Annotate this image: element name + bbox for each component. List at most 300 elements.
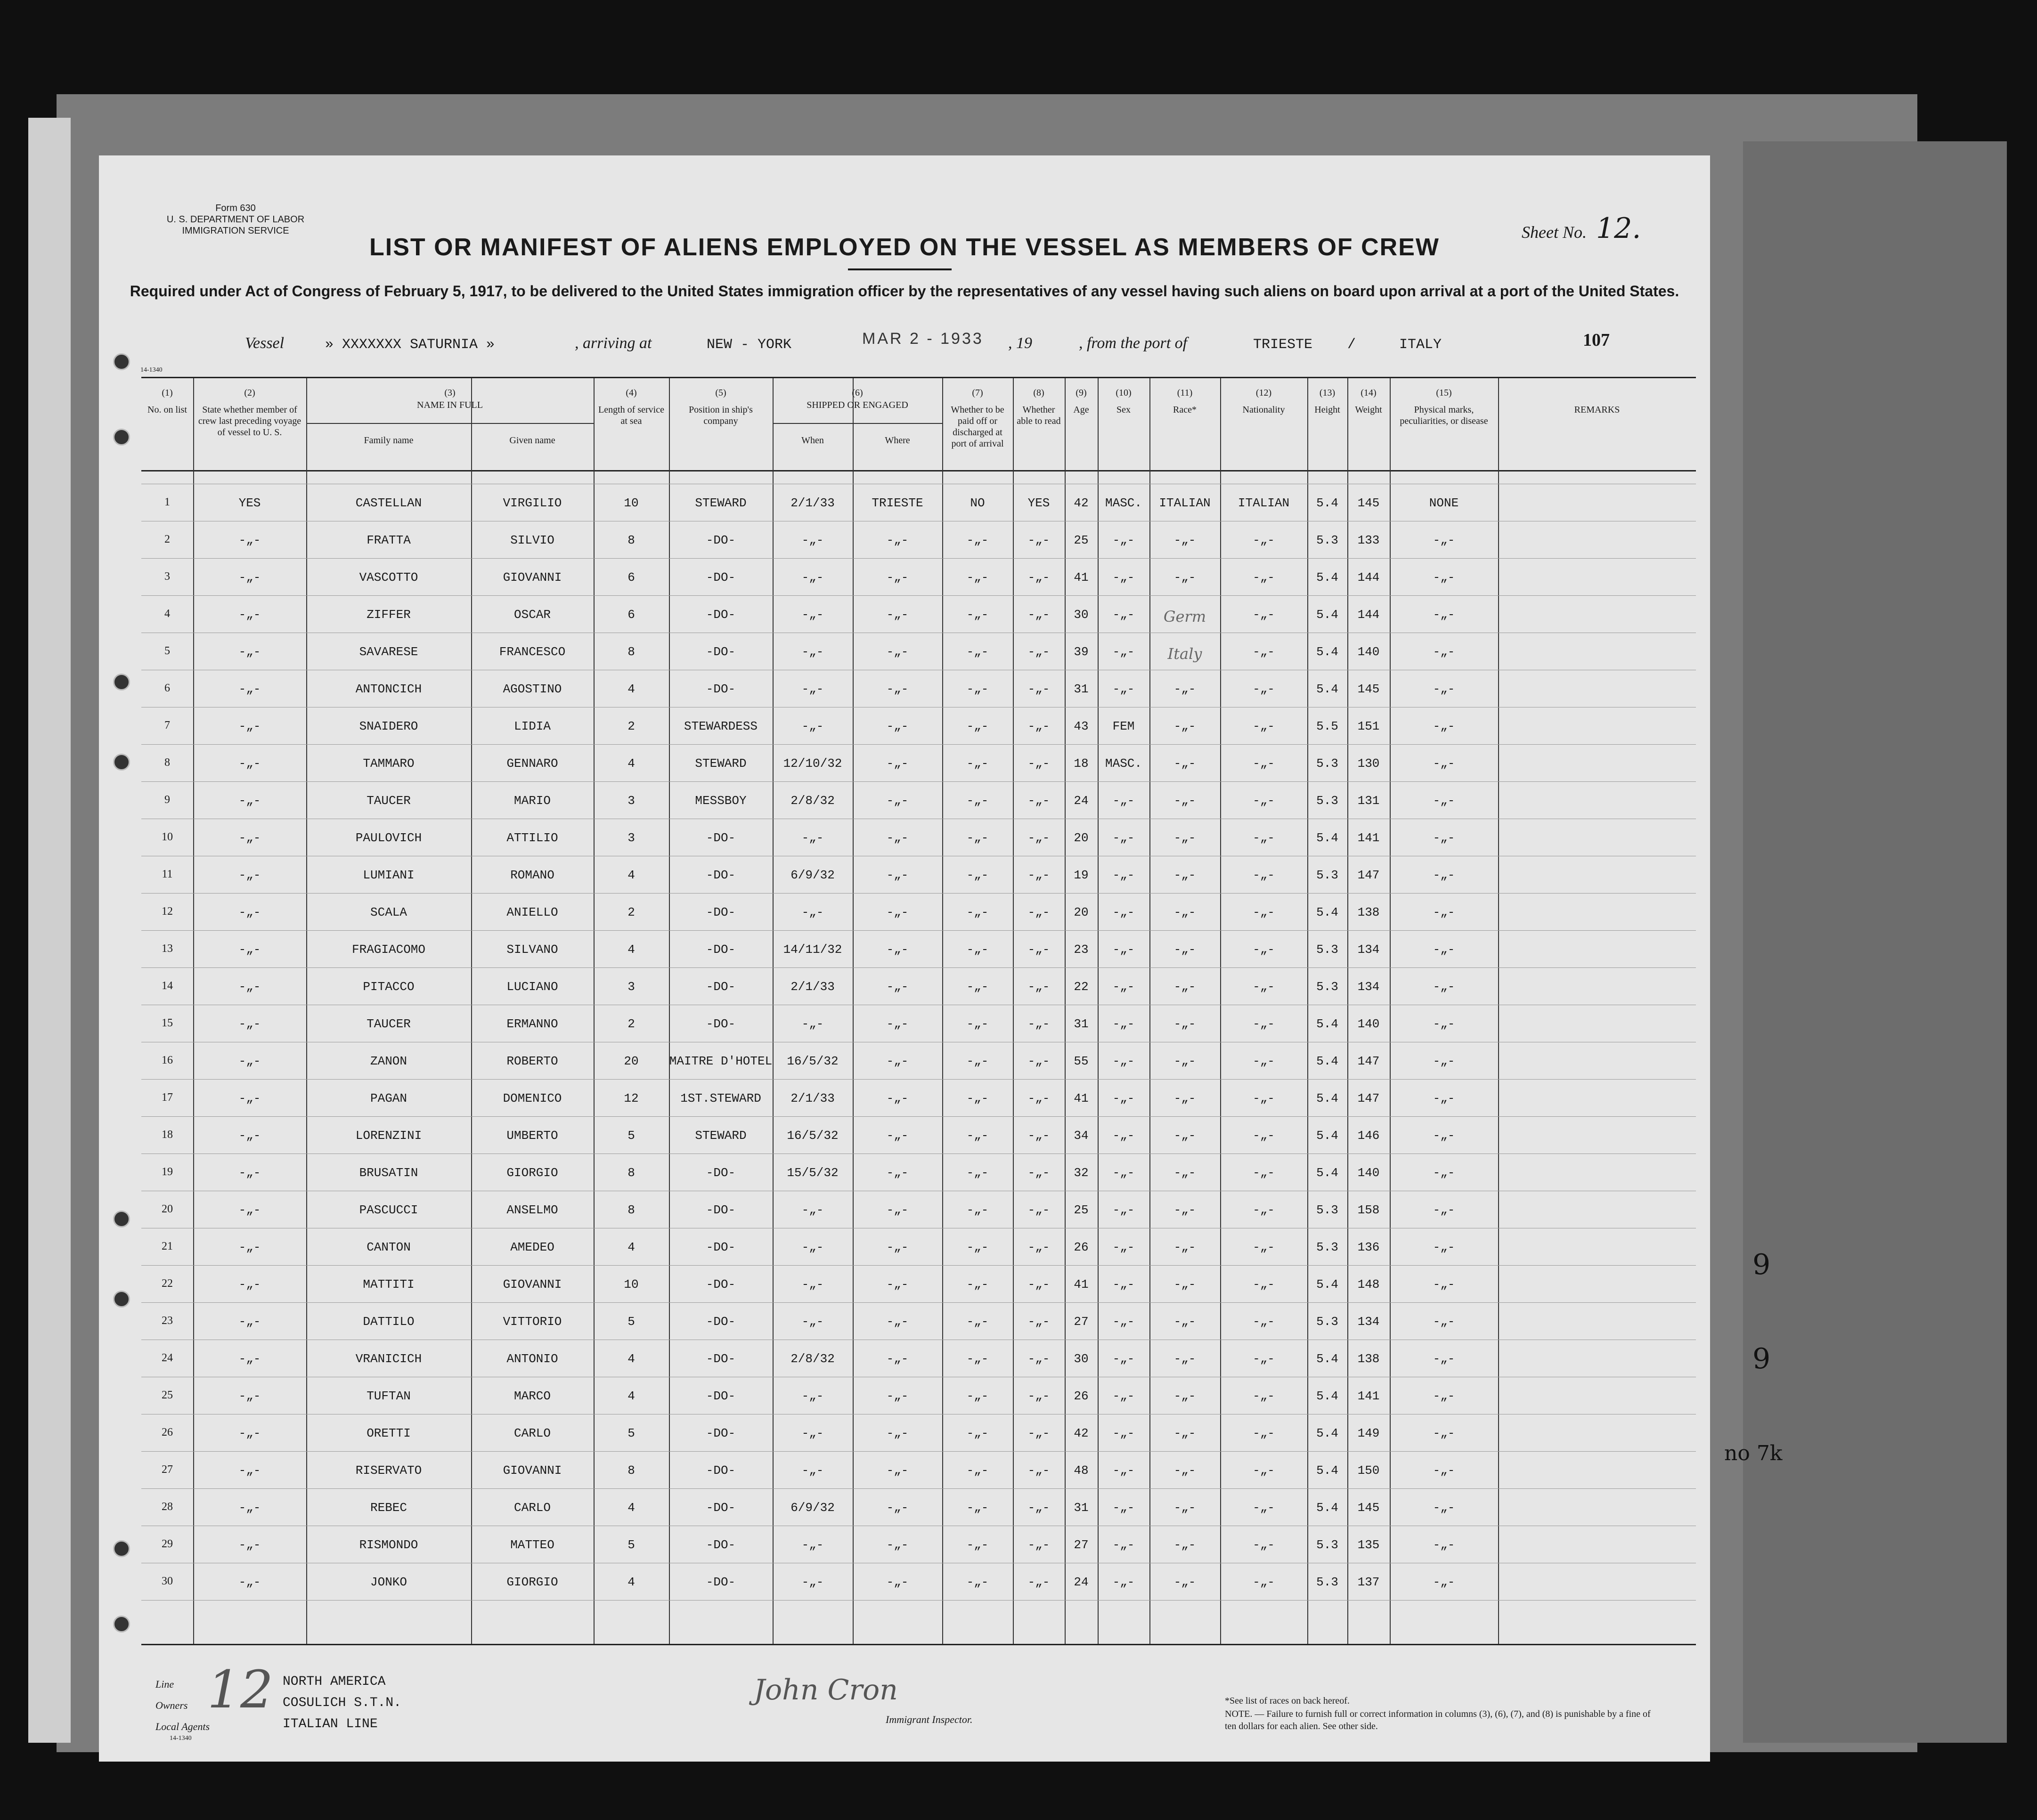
cell-sex: -„- bbox=[1112, 794, 1135, 808]
cell-previous-voyage: -„- bbox=[238, 831, 261, 845]
column-rule bbox=[1498, 378, 1499, 1645]
cell-race: -„- bbox=[1173, 942, 1196, 957]
cell-able-to-read: -„- bbox=[1027, 719, 1050, 733]
cell-row-number: 14 bbox=[162, 980, 173, 992]
vessel-label: Vessel bbox=[245, 334, 285, 352]
cell-height: 5.4 bbox=[1316, 570, 1338, 585]
cell-height: 5.4 bbox=[1316, 1277, 1338, 1292]
cell-height: 5.4 bbox=[1316, 645, 1338, 659]
cell-able-to-read: -„- bbox=[1027, 1129, 1050, 1143]
cell-family-name: CASTELLAN bbox=[355, 496, 422, 510]
cell-race: -„- bbox=[1173, 719, 1196, 733]
column-header: Height bbox=[1314, 405, 1340, 415]
cell-row-number: 27 bbox=[162, 1463, 173, 1476]
cell-position: -DO- bbox=[706, 1538, 736, 1552]
cell-shipped-where: -„- bbox=[886, 868, 909, 882]
title-rule bbox=[848, 268, 952, 270]
cell-sex: -„- bbox=[1112, 1426, 1135, 1440]
cell-given-name: GIOVANNI bbox=[503, 1277, 562, 1292]
cell-sex: MASC. bbox=[1105, 496, 1142, 510]
cell-shipped-when: -„- bbox=[801, 1315, 824, 1329]
cell-shipped-when: -„- bbox=[801, 1538, 824, 1552]
cell-shipped-when: -„- bbox=[801, 1240, 824, 1254]
row-rule bbox=[141, 1265, 1696, 1266]
cell-physical-marks: -„- bbox=[1433, 1315, 1455, 1329]
cell-row-number: 28 bbox=[162, 1501, 173, 1513]
cell-previous-voyage: -„- bbox=[238, 1538, 261, 1552]
cell-position: -DO- bbox=[706, 1166, 736, 1180]
vessel-name: » XXXXXXX SATURNIA » bbox=[325, 337, 495, 353]
cell-service-length: 4 bbox=[627, 1389, 635, 1403]
cell-age: 34 bbox=[1074, 1129, 1089, 1143]
cell-sex: MASC. bbox=[1105, 756, 1142, 771]
cell-row-number: 22 bbox=[162, 1277, 173, 1290]
cell-age: 19 bbox=[1074, 868, 1089, 882]
cell-nationality: -„- bbox=[1253, 1054, 1275, 1068]
from-label: , from the port of bbox=[1079, 334, 1188, 352]
cell-shipped-when: -„- bbox=[801, 533, 824, 547]
cell-race: ITALIAN bbox=[1159, 496, 1211, 510]
cell-given-name: AMEDEO bbox=[510, 1240, 554, 1254]
cell-able-to-read: -„- bbox=[1027, 1352, 1050, 1366]
service: IMMIGRATION SERVICE bbox=[182, 226, 289, 236]
cell-position: -DO- bbox=[706, 1501, 736, 1515]
cell-race: -„- bbox=[1173, 1426, 1196, 1440]
column-number: (10) bbox=[1116, 388, 1132, 398]
cell-sex: -„- bbox=[1112, 1166, 1135, 1180]
cell-weight: 146 bbox=[1357, 1129, 1380, 1143]
cell-service-length: 5 bbox=[627, 1426, 635, 1440]
cell-row-number: 9 bbox=[164, 794, 170, 806]
cell-height: 5.4 bbox=[1316, 905, 1338, 919]
cell-family-name: ZANON bbox=[370, 1054, 407, 1068]
binder-hole bbox=[113, 674, 130, 691]
cell-able-to-read: -„- bbox=[1027, 942, 1050, 957]
cell-previous-voyage: YES bbox=[238, 496, 261, 510]
cell-height: 5.3 bbox=[1316, 1538, 1338, 1552]
cell-position: -DO- bbox=[706, 980, 736, 994]
header-rule bbox=[141, 470, 1696, 471]
cell-position: -DO- bbox=[706, 1017, 736, 1031]
cell-shipped-when: -„- bbox=[801, 645, 824, 659]
cell-weight: 134 bbox=[1357, 1315, 1380, 1329]
cell-previous-voyage: -„- bbox=[238, 1017, 261, 1031]
cell-able-to-read: -„- bbox=[1027, 1203, 1050, 1217]
cell-paid-off: -„- bbox=[966, 719, 989, 733]
cell-nationality: -„- bbox=[1253, 1166, 1275, 1180]
cell-service-length: 4 bbox=[627, 1575, 635, 1589]
cell-able-to-read: -„- bbox=[1027, 1054, 1050, 1068]
cell-weight: 135 bbox=[1357, 1538, 1380, 1552]
cell-physical-marks: -„- bbox=[1433, 1352, 1455, 1366]
cell-service-length: 6 bbox=[627, 608, 635, 622]
cell-able-to-read: -„- bbox=[1027, 868, 1050, 882]
cell-shipped-where: -„- bbox=[886, 570, 909, 585]
race-note: *See list of races on back hereof. bbox=[1225, 1696, 1350, 1706]
cell-previous-voyage: -„- bbox=[238, 905, 261, 919]
row-rule bbox=[141, 930, 1696, 931]
cell-shipped-where: -„- bbox=[886, 1166, 909, 1180]
column-header: Length of service at sea bbox=[598, 405, 664, 426]
cell-weight: 147 bbox=[1357, 1054, 1380, 1068]
cell-family-name: SNAIDERO bbox=[359, 719, 418, 733]
cell-height: 5.4 bbox=[1316, 608, 1338, 622]
cell-physical-marks: -„- bbox=[1433, 645, 1455, 659]
cell-paid-off: -„- bbox=[966, 942, 989, 957]
column-number: (15) bbox=[1436, 388, 1452, 398]
cell-position: -DO- bbox=[706, 608, 736, 622]
column-number: (8) bbox=[1033, 388, 1044, 398]
cell-paid-off: -„- bbox=[966, 682, 989, 696]
cell-paid-off: -„- bbox=[966, 645, 989, 659]
cell-row-number: 23 bbox=[162, 1315, 173, 1327]
cell-nationality: -„- bbox=[1253, 570, 1275, 585]
cell-family-name: PITACCO bbox=[363, 980, 415, 994]
cell-row-number: 26 bbox=[162, 1426, 173, 1438]
column-rule bbox=[773, 378, 774, 1645]
cell-given-name: GIORGIO bbox=[506, 1166, 558, 1180]
cell-previous-voyage: -„- bbox=[238, 942, 261, 957]
cell-previous-voyage: -„- bbox=[238, 533, 261, 547]
cell-shipped-where: -„- bbox=[886, 1129, 909, 1143]
cell-height: 5.3 bbox=[1316, 942, 1338, 957]
cell-race: -„- bbox=[1173, 980, 1196, 994]
cell-service-length: 3 bbox=[627, 794, 635, 808]
cell-given-name: OSCAR bbox=[513, 608, 551, 622]
cell-family-name: VRANICICH bbox=[355, 1352, 422, 1366]
cell-height: 5.4 bbox=[1316, 496, 1338, 510]
column-header: State whether member of crew last preceding voyage of vessel to U. S. bbox=[198, 405, 301, 438]
cell-shipped-when: -„- bbox=[801, 570, 824, 585]
cell-service-length: 4 bbox=[627, 1352, 635, 1366]
cell-weight: 140 bbox=[1357, 1166, 1380, 1180]
cell-shipped-when: -„- bbox=[801, 682, 824, 696]
cell-race: -„- bbox=[1173, 1501, 1196, 1515]
cell-service-length: 4 bbox=[627, 1240, 635, 1254]
cell-paid-off: -„- bbox=[966, 1575, 989, 1589]
cell-sex: -„- bbox=[1112, 1017, 1135, 1031]
column-rule bbox=[669, 378, 670, 1645]
cell-previous-voyage: -„- bbox=[238, 1240, 261, 1254]
cell-race: -„- bbox=[1173, 1017, 1196, 1031]
column-number: (5) bbox=[715, 388, 726, 398]
cell-service-length: 5 bbox=[627, 1129, 635, 1143]
cell-shipped-when: 12/10/32 bbox=[783, 756, 842, 771]
cell-given-name: GIORGIO bbox=[506, 1575, 558, 1589]
cell-able-to-read: -„- bbox=[1027, 1575, 1050, 1589]
cell-given-name: ANSELMO bbox=[506, 1203, 558, 1217]
cell-nationality: -„- bbox=[1253, 608, 1275, 622]
cell-given-name: ANIELLO bbox=[506, 905, 558, 919]
cell-shipped-where: -„- bbox=[886, 1091, 909, 1105]
cell-shipped-when: 2/1/33 bbox=[790, 1091, 835, 1105]
cell-height: 5.3 bbox=[1316, 1240, 1338, 1254]
cell-age: 31 bbox=[1074, 1017, 1089, 1031]
cell-given-name: MARCO bbox=[513, 1389, 551, 1403]
cell-weight: 137 bbox=[1357, 1575, 1380, 1589]
cell-service-length: 20 bbox=[624, 1054, 639, 1068]
side-handwriting: 9 bbox=[1752, 1248, 1771, 1281]
cell-physical-marks: -„- bbox=[1433, 831, 1455, 845]
cell-able-to-read: -„- bbox=[1027, 1426, 1050, 1440]
column-subheader: Family name bbox=[364, 435, 414, 446]
cell-given-name: CARLO bbox=[513, 1501, 551, 1515]
cell-row-number: 12 bbox=[162, 905, 173, 918]
cell-family-name: ANTONCICH bbox=[355, 682, 422, 696]
cell-age: 42 bbox=[1074, 1426, 1089, 1440]
cell-shipped-when: 16/5/32 bbox=[787, 1129, 839, 1143]
cell-given-name: UMBERTO bbox=[506, 1129, 558, 1143]
cell-service-length: 8 bbox=[627, 1166, 635, 1180]
cell-row-number: 21 bbox=[162, 1240, 173, 1252]
cell-race: -„- bbox=[1173, 868, 1196, 882]
binder-hole bbox=[113, 1540, 130, 1557]
cell-nationality: -„- bbox=[1253, 794, 1275, 808]
cell-shipped-where: -„- bbox=[886, 533, 909, 547]
owners-label: Owners bbox=[155, 1699, 188, 1711]
row-rule bbox=[141, 1079, 1696, 1080]
cell-sex: -„- bbox=[1112, 1129, 1135, 1143]
cell-previous-voyage: -„- bbox=[238, 719, 261, 733]
cell-position: -DO- bbox=[706, 942, 736, 957]
cell-given-name: MATTEO bbox=[510, 1538, 554, 1552]
cell-nationality: -„- bbox=[1253, 1389, 1275, 1403]
cell-service-length: 5 bbox=[627, 1315, 635, 1329]
cell-paid-off: -„- bbox=[966, 794, 989, 808]
column-header: Whether to be paid off or discharged at port of arrival bbox=[951, 405, 1004, 449]
cell-position: -DO- bbox=[706, 1277, 736, 1292]
binder-hole bbox=[113, 429, 130, 446]
page-number: 107 bbox=[1583, 330, 1610, 350]
cell-able-to-read: -„- bbox=[1027, 1277, 1050, 1292]
cell-able-to-read: -„- bbox=[1027, 1315, 1050, 1329]
back-sheet-right bbox=[1743, 141, 2007, 1743]
cell-physical-marks: -„- bbox=[1433, 868, 1455, 882]
column-header: Whether able to read bbox=[1017, 405, 1061, 426]
cell-paid-off: -„- bbox=[966, 1463, 989, 1478]
cell-race: -„- bbox=[1173, 1389, 1196, 1403]
cell-age: 25 bbox=[1074, 533, 1089, 547]
cell-sex: -„- bbox=[1112, 942, 1135, 957]
cell-service-length: 2 bbox=[627, 1017, 635, 1031]
cell-family-name: PASCUCCI bbox=[359, 1203, 418, 1217]
cell-shipped-when: -„- bbox=[801, 905, 824, 919]
cell-family-name: TAUCER bbox=[367, 794, 411, 808]
column-header: NAME IN FULL bbox=[417, 400, 483, 410]
row-rule bbox=[141, 893, 1696, 894]
cell-sex: -„- bbox=[1112, 682, 1135, 696]
cell-given-name: LUCIANO bbox=[506, 980, 558, 994]
cell-physical-marks: -„- bbox=[1433, 570, 1455, 585]
cell-age: 25 bbox=[1074, 1203, 1089, 1217]
cell-family-name: SAVARESE bbox=[359, 645, 418, 659]
cell-sex: -„- bbox=[1112, 645, 1135, 659]
cell-age: 41 bbox=[1074, 1091, 1089, 1105]
cell-service-length: 4 bbox=[627, 682, 635, 696]
cell-race: -„- bbox=[1173, 1166, 1196, 1180]
cell-physical-marks: -„- bbox=[1433, 1240, 1455, 1254]
cell-position: -DO- bbox=[706, 570, 736, 585]
cell-weight: 136 bbox=[1357, 1240, 1380, 1254]
cell-family-name: ZIFFER bbox=[367, 608, 411, 622]
cell-weight: 145 bbox=[1357, 682, 1380, 696]
cell-race: -„- bbox=[1173, 831, 1196, 845]
cell-nationality: -„- bbox=[1253, 1426, 1275, 1440]
name-header-rule bbox=[306, 423, 594, 424]
cell-paid-off: -„- bbox=[966, 1538, 989, 1552]
cell-paid-off: -„- bbox=[966, 1501, 989, 1515]
cell-height: 5.4 bbox=[1316, 1352, 1338, 1366]
cell-physical-marks: -„- bbox=[1433, 756, 1455, 771]
column-rule bbox=[1149, 378, 1150, 1645]
line-label: Line bbox=[155, 1678, 174, 1690]
cell-shipped-where: -„- bbox=[886, 1575, 909, 1589]
column-number: (4) bbox=[626, 388, 637, 398]
cell-nationality: -„- bbox=[1253, 1352, 1275, 1366]
cell-shipped-when: -„- bbox=[801, 1426, 824, 1440]
cell-service-length: 3 bbox=[627, 831, 635, 845]
cell-height: 5.4 bbox=[1316, 682, 1338, 696]
cell-shipped-where: -„- bbox=[886, 942, 909, 957]
inspector-label: Immigrant Inspector. bbox=[886, 1714, 973, 1725]
cell-service-length: 5 bbox=[627, 1538, 635, 1552]
cell-able-to-read: -„- bbox=[1027, 980, 1050, 994]
cell-shipped-when: -„- bbox=[801, 719, 824, 733]
cell-age: 18 bbox=[1074, 756, 1089, 771]
side-handwriting: no 7k bbox=[1724, 1441, 1783, 1465]
cell-nationality: -„- bbox=[1253, 645, 1275, 659]
cell-position: -DO- bbox=[706, 1426, 736, 1440]
cell-row-number: 18 bbox=[162, 1129, 173, 1141]
cell-sex: -„- bbox=[1112, 905, 1135, 919]
cell-previous-voyage: -„- bbox=[238, 1054, 261, 1068]
column-number: (7) bbox=[972, 388, 983, 398]
cell-given-name: GIOVANNI bbox=[503, 570, 562, 585]
cell-nationality: -„- bbox=[1253, 1277, 1275, 1292]
cell-row-number: 15 bbox=[162, 1017, 173, 1029]
cell-shipped-where: -„- bbox=[886, 1538, 909, 1552]
cell-shipped-when: 14/11/32 bbox=[783, 942, 842, 957]
cell-row-number: 30 bbox=[162, 1575, 173, 1587]
cell-weight: 131 bbox=[1357, 794, 1380, 808]
from-port: TRIESTE bbox=[1253, 337, 1313, 353]
cell-paid-off: -„- bbox=[966, 1091, 989, 1105]
row-rule bbox=[141, 744, 1696, 745]
cell-position: -DO- bbox=[706, 682, 736, 696]
cell-shipped-where: -„- bbox=[886, 756, 909, 771]
column-header: Physical marks, peculiarities, or disease bbox=[1400, 405, 1488, 426]
cell-shipped-when: -„- bbox=[801, 1017, 824, 1031]
cell-nationality: -„- bbox=[1253, 942, 1275, 957]
cell-paid-off: -„- bbox=[966, 1240, 989, 1254]
cell-previous-voyage: -„- bbox=[238, 868, 261, 882]
cell-height: 5.3 bbox=[1316, 1575, 1338, 1589]
cell-shipped-where: -„- bbox=[886, 1277, 909, 1292]
cell-age: 55 bbox=[1074, 1054, 1089, 1068]
cell-shipped-when: -„- bbox=[801, 1277, 824, 1292]
row-rule bbox=[141, 1600, 1696, 1601]
cell-previous-voyage: -„- bbox=[238, 1426, 261, 1440]
cell-service-length: 8 bbox=[627, 1463, 635, 1478]
cell-race: -„- bbox=[1173, 533, 1196, 547]
column-header: Weight bbox=[1355, 405, 1382, 415]
cell-sex: -„- bbox=[1112, 1203, 1135, 1217]
column-rule bbox=[1013, 378, 1014, 1645]
cell-physical-marks: -„- bbox=[1433, 719, 1455, 733]
cell-sex: -„- bbox=[1112, 533, 1135, 547]
cell-able-to-read: YES bbox=[1027, 496, 1050, 510]
cell-height: 5.4 bbox=[1316, 1501, 1338, 1515]
cell-service-length: 2 bbox=[627, 719, 635, 733]
cell-paid-off: -„- bbox=[966, 1277, 989, 1292]
cell-shipped-where: -„- bbox=[886, 980, 909, 994]
cell-weight: 138 bbox=[1357, 905, 1380, 919]
cell-family-name: LUMIANI bbox=[363, 868, 415, 882]
cell-height: 5.4 bbox=[1316, 831, 1338, 845]
column-number: (14) bbox=[1361, 388, 1377, 398]
cell-physical-marks: -„- bbox=[1433, 1538, 1455, 1552]
cell-service-length: 10 bbox=[624, 496, 639, 510]
arriving-port: NEW - YORK bbox=[707, 337, 792, 353]
cell-previous-voyage: -„- bbox=[238, 1166, 261, 1180]
cell-nationality: -„- bbox=[1253, 1203, 1275, 1217]
cell-previous-voyage: -„- bbox=[238, 570, 261, 585]
cell-given-name: GIOVANNI bbox=[503, 1463, 562, 1478]
cell-previous-voyage: -„- bbox=[238, 1463, 261, 1478]
cell-race: -„- bbox=[1173, 1538, 1196, 1552]
cell-paid-off: -„- bbox=[966, 1315, 989, 1329]
cell-previous-voyage: -„- bbox=[238, 645, 261, 659]
cell-able-to-read: -„- bbox=[1027, 682, 1050, 696]
cell-sex: -„- bbox=[1112, 608, 1135, 622]
cell-nationality: -„- bbox=[1253, 1017, 1275, 1031]
cell-nationality: -„- bbox=[1253, 1129, 1275, 1143]
cell-sex: -„- bbox=[1112, 1463, 1135, 1478]
cell-race: -„- bbox=[1173, 1575, 1196, 1589]
cell-height: 5.3 bbox=[1316, 794, 1338, 808]
cell-race: -„- bbox=[1173, 905, 1196, 919]
cell-able-to-read: -„- bbox=[1027, 756, 1050, 771]
cell-sex: -„- bbox=[1112, 868, 1135, 882]
cell-race: -„- bbox=[1173, 1240, 1196, 1254]
cell-family-name: REBEC bbox=[370, 1501, 407, 1515]
cell-shipped-where: -„- bbox=[886, 1463, 909, 1478]
cell-sex: -„- bbox=[1112, 1352, 1135, 1366]
cell-race: Germ bbox=[1163, 608, 1206, 626]
cell-family-name: MATTITI bbox=[363, 1277, 415, 1292]
cell-age: 48 bbox=[1074, 1463, 1089, 1478]
cell-given-name: ERMANNO bbox=[506, 1017, 558, 1031]
cell-weight: 130 bbox=[1357, 756, 1380, 771]
cell-previous-voyage: -„- bbox=[238, 794, 261, 808]
column-header: Race* bbox=[1173, 405, 1197, 415]
footer bbox=[141, 1644, 1696, 1763]
column-number: (3) bbox=[444, 388, 456, 398]
cell-service-length: 8 bbox=[627, 1203, 635, 1217]
cell-position: STEWARD bbox=[695, 496, 747, 510]
cell-physical-marks: -„- bbox=[1433, 1129, 1455, 1143]
cell-family-name: LORENZINI bbox=[355, 1129, 422, 1143]
column-number: (12) bbox=[1255, 388, 1272, 398]
cell-nationality: -„- bbox=[1253, 1240, 1275, 1254]
column-header: Position in ship's company bbox=[689, 405, 753, 426]
cell-able-to-read: -„- bbox=[1027, 794, 1050, 808]
cell-nationality: -„- bbox=[1253, 533, 1275, 547]
cell-position: -DO- bbox=[706, 1240, 736, 1254]
cell-given-name: ANTONIO bbox=[506, 1352, 558, 1366]
cell-able-to-read: -„- bbox=[1027, 608, 1050, 622]
cell-weight: 140 bbox=[1357, 645, 1380, 659]
